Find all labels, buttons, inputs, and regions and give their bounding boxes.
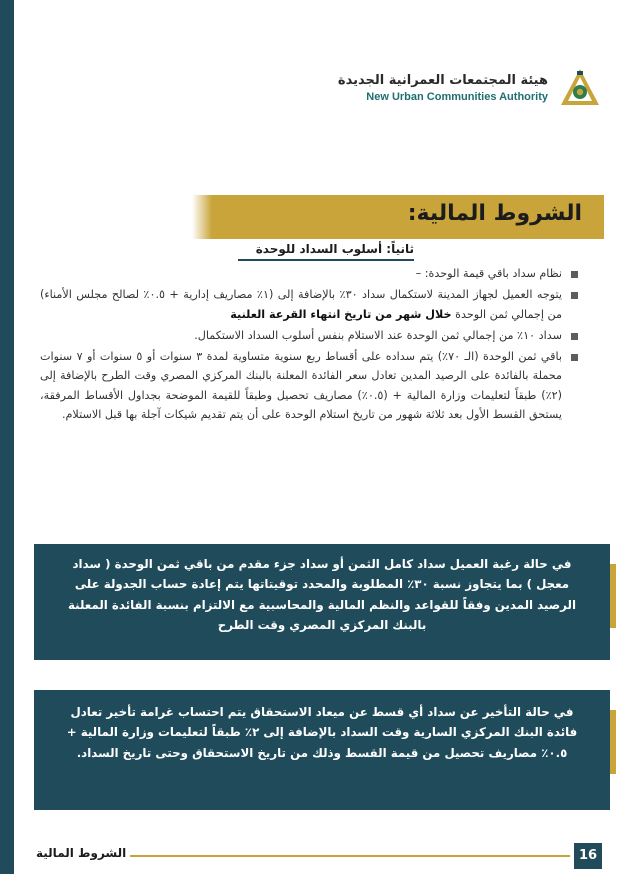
section-title: الشروط المالية: — [407, 201, 582, 226]
early-payment-text: في حالة رغبة العميل سداد كامل الثمن أو سداد جزء مقدم من باقي ثمن الوحدة ( سداد معجل ) بما يتجاوز نسبة ٣٠٪ المطلوبة والمحدد توقيتاتها يتم إعادة حساب الجدولة على الرصيد المدين وفقاً للقواعد والنظم المالية والمحاسبية مع الالتزام بنسبة الفائدة المعلنة بالبنك المركزي المصري وقت الطرح — [67, 557, 576, 632]
list-item-text: نظام سداد باقي قيمة الوحدة: – — [415, 267, 562, 280]
list-item-emphasis: خلال شهر من تاريخ انتهاء القرعة العلنية — [230, 307, 452, 321]
list-item — [40, 326, 580, 345]
list-item — [40, 347, 580, 424]
early-payment-note — [34, 544, 610, 660]
late-payment-text: في حالة التأخير عن سداد أي قسط عن ميعاد الاستحقاق يتم احتساب غرامة تأخير تعادل فائدة البنك المركزي السارية وقت السداد بالإضافة إلى ٢٪ طبقاً لتعليمات وزارة المالية + ٠.٥٪ مصاريف تحصيل من قيمة القسط وذلك من تاريخ الاستحقاق وحتى تاريخ السداد. — [66, 705, 578, 760]
subtitle-underline — [238, 259, 414, 261]
footer-section-label: الشروط المالية — [32, 846, 130, 860]
list-item — [40, 264, 580, 283]
payment-terms-list — [40, 264, 580, 426]
page-edge-rule — [0, 0, 14, 874]
list-item — [40, 285, 580, 324]
late-payment-note — [34, 690, 610, 810]
page-number: 16 — [574, 843, 602, 869]
list-item-text: سداد ١٠٪ من إجمالي ثمن الوحدة عند الاستلام بنفس أسلوب السداد الاستكمال. — [194, 328, 562, 342]
page-header — [338, 66, 602, 110]
nuca-logo-icon — [558, 66, 602, 110]
list-item-text: يتوجه العميل لجهاز المدينة لاستكمال سداد ٣٠٪ بالإضافة إلى (١٪ مصاريف إدارية + ٠.٥٪ لصالح مجلس الأمناء) من إجمالي ثمن الوحدة — [40, 288, 563, 321]
list-item-text: باقي ثمن الوحدة (الـ ٧٠٪) يتم سداده على أقساط ربع سنوية متساوية لمدة ٣ سنوات أو ٥ سنوات أو ٧ سنوات محملة بالفائدة على الرصيد المدين تعادل سعر الفائدة المعلنة بالبنك المركزي المصري وقت الطرح بالإضافة إلى (٢٪) طبقاً لتعليمات وزارة المالية + (٠.٥٪) مصاريف تحصيل وطبقاً للقيمة الموضحة بجداول الأقساط المرفقة، يستحق القسط الأول بعد ثلاثة شهور من تاريخ استلام الوحدة على أن يتم تقديم شيكات آجلة بها قبل الاستلام. — [40, 350, 563, 421]
org-name-arabic: هيئة المجتمعات العمرانية الجديدة — [337, 73, 548, 88]
org-name-english: New Urban Communities Authority — [366, 91, 548, 103]
section-title-band — [212, 195, 604, 239]
section-subtitle: ثانياً: أسلوب السداد للوحدة — [255, 242, 414, 256]
header-text — [338, 73, 548, 103]
